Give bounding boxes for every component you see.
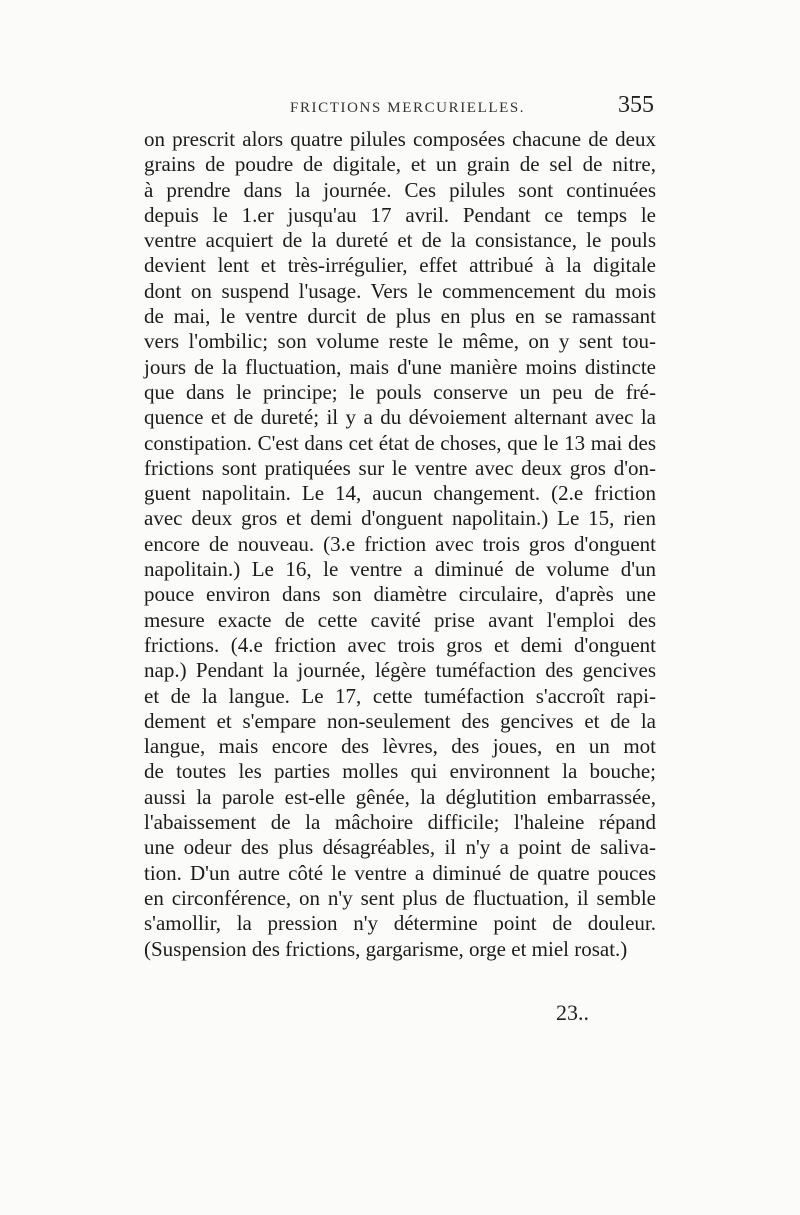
text-line: de toutes les parties molles qui environnent la bouche; bbox=[144, 759, 656, 784]
text-line: aussi la parole est-elle gênée, la déglutition embarrassée, bbox=[144, 784, 656, 809]
text-line: frictions. (4.e friction avec trois gros et demi d'onguent bbox=[144, 632, 656, 657]
text-line: nap.) Pendant la journée, légère tuméfaction des gencives bbox=[144, 658, 656, 683]
text-line: à prendre dans la journée. Ces pilules sont continuées bbox=[144, 177, 656, 202]
text-line: grains de poudre de digitale, et un grain de sel de nitre, bbox=[144, 152, 656, 177]
text-line: mesure exacte de cette cavité prise avant l'emploi des bbox=[144, 607, 656, 632]
text-line: encore de nouveau. (3.e friction avec trois gros d'onguent bbox=[144, 531, 656, 556]
text-line: que dans le principe; le pouls conserve un peu de fré- bbox=[144, 379, 656, 404]
text-line: napolitain.) Le 16, le ventre a diminué de volume d'un bbox=[144, 557, 656, 582]
text-line: ventre acquiert de la dureté et de la consistance, le pouls bbox=[144, 228, 656, 253]
text-line: tion. D'un autre côté le ventre a diminué de quatre pouces bbox=[144, 860, 656, 885]
page-number: 355 bbox=[618, 92, 654, 118]
text-line: avec deux gros et demi d'onguent napolitain.) Le 15, rien bbox=[144, 506, 656, 531]
page-header bbox=[140, 92, 660, 126]
text-line: depuis le 1.er jusqu'au 17 avril. Pendant ce temps le bbox=[144, 202, 656, 227]
text-line: jours de la fluctuation, mais d'une manière moins distincte bbox=[144, 354, 656, 379]
running-head: FRICTIONS MERCURIELLES. bbox=[290, 100, 526, 116]
text-line: dement et s'empare non-seulement des gencives et de la bbox=[144, 708, 656, 733]
signature-mark: 23.. bbox=[556, 1000, 589, 1025]
text-line: langue, mais encore des lèvres, des joues, en un mot bbox=[144, 734, 656, 759]
text-line: et de la langue. Le 17, cette tuméfaction s'accroît rapi- bbox=[144, 683, 656, 708]
text-line: s'amollir, la pression n'y détermine point de douleur. bbox=[144, 911, 656, 936]
text-line: frictions sont pratiquées sur le ventre avec deux gros d'on- bbox=[144, 455, 656, 480]
text-line: devient lent et très-irrégulier, effet attribué à la digitale bbox=[144, 253, 656, 278]
text-line: l'abaissement de la mâchoire difficile; l'haleine répand bbox=[144, 810, 656, 835]
text-line: de mai, le ventre durcit de plus en plus en se ramassant bbox=[144, 304, 656, 329]
body-text bbox=[144, 127, 656, 962]
text-line: dont on suspend l'usage. Vers le commencement du mois bbox=[144, 278, 656, 303]
text-line: vers l'ombilic; son volume reste le même, on y sent tou- bbox=[144, 329, 656, 354]
text-line: pouce environ dans son diamètre circulaire, d'après une bbox=[144, 582, 656, 607]
text-line: quence et de dureté; il y a du dévoiement alternant avec la bbox=[144, 405, 656, 430]
text-line: en circonférence, on n'y sent plus de fluctuation, il semble bbox=[144, 885, 656, 910]
text-line: (Suspension des frictions, gargarisme, orge et miel rosat.) bbox=[144, 936, 628, 961]
text-line: guent napolitain. Le 14, aucun changement. (2.e friction bbox=[144, 481, 656, 506]
text-line: une odeur des plus désagréables, il n'y a point de saliva- bbox=[144, 835, 656, 860]
text-line: on prescrit alors quatre pilules composées chacune de deux bbox=[144, 127, 656, 151]
text-line: constipation. C'est dans cet état de choses, que le 13 mai des bbox=[144, 430, 656, 455]
